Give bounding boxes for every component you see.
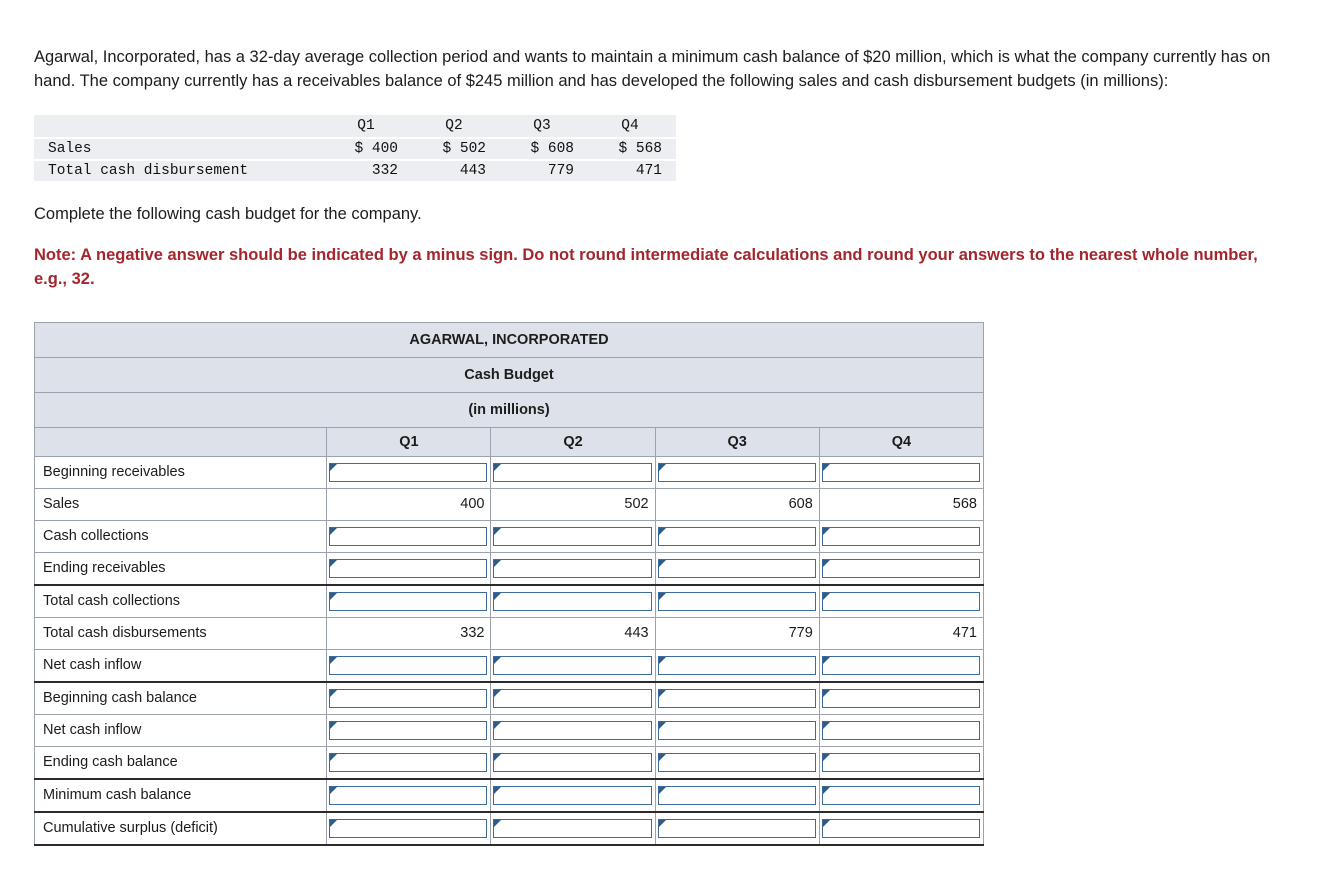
input-net-cash-inflow-2-q2[interactable]	[494, 722, 650, 739]
given-disb-q2: 443	[412, 161, 500, 181]
cell-ending-receivables-q2[interactable]	[491, 552, 655, 585]
input-beginning-receivables-q3[interactable]	[659, 464, 815, 481]
cell-ending-receivables-q4[interactable]	[819, 552, 983, 585]
cell-cash-collections-q2[interactable]	[491, 520, 655, 552]
instruction-text: Complete the following cash budget for the company.	[34, 205, 422, 224]
input-cash-collections-q4[interactable]	[823, 528, 979, 545]
given-header-q3: Q3	[500, 115, 588, 137]
given-sales-q4: $ 568	[588, 139, 676, 159]
value-sales-q2: 502	[624, 496, 649, 513]
input-wrapper[interactable]	[822, 721, 980, 740]
input-minimum-cash-balance-q3[interactable]	[659, 787, 815, 804]
input-wrapper[interactable]	[493, 753, 651, 772]
cell-sales-q2	[491, 488, 655, 520]
cell-net-cash-inflow-q1[interactable]	[327, 649, 491, 682]
value-sales-q3: 608	[788, 496, 813, 513]
row-label-net-cash-inflow: Net cash inflow	[35, 649, 327, 682]
budget-header-blank	[35, 427, 327, 456]
input-ending-receivables-q4[interactable]	[823, 560, 979, 577]
table-row	[35, 779, 984, 812]
input-ending-receivables-q3[interactable]	[659, 560, 815, 577]
input-wrapper[interactable]	[822, 527, 980, 546]
given-sales-q3: $ 608	[500, 139, 588, 159]
cell-total-cash-disbursements-q1	[327, 617, 491, 649]
given-row-label-disbursement: Total cash disbursement	[34, 161, 324, 181]
input-wrapper[interactable]	[822, 463, 980, 482]
cash-budget-table	[34, 322, 984, 846]
cell-net-cash-inflow-2-q1[interactable]	[327, 714, 491, 746]
input-wrapper[interactable]	[493, 819, 651, 838]
table-row	[35, 585, 984, 618]
input-net-cash-inflow-2-q1[interactable]	[330, 722, 486, 739]
input-ending-cash-balance-q1[interactable]	[330, 754, 486, 771]
input-wrapper[interactable]	[493, 527, 651, 546]
budget-header-q4: Q4	[819, 427, 983, 456]
given-header-q4: Q4	[588, 115, 676, 137]
row-label-beginning-cash-balance: Beginning cash balance	[35, 682, 327, 715]
table-row	[35, 812, 984, 845]
given-disb-q4: 471	[588, 161, 676, 181]
input-net-cash-inflow-2-q3[interactable]	[659, 722, 815, 739]
cell-net-cash-inflow-2-q4[interactable]	[819, 714, 983, 746]
input-wrapper[interactable]	[658, 689, 816, 708]
input-wrapper[interactable]	[822, 656, 980, 675]
given-header-blank	[34, 115, 324, 137]
cell-total-cash-collections-q4[interactable]	[819, 585, 983, 618]
cell-ending-receivables-q3[interactable]	[655, 552, 819, 585]
input-wrapper[interactable]	[329, 721, 487, 740]
cell-beginning-cash-balance-q1[interactable]	[327, 682, 491, 715]
table-row	[35, 649, 984, 682]
given-sales-q1: $ 400	[324, 139, 412, 159]
cell-beginning-receivables-q1[interactable]	[327, 456, 491, 488]
input-cumulative-surplus-q4[interactable]	[823, 820, 979, 837]
cell-cash-collections-q3[interactable]	[655, 520, 819, 552]
row-label-minimum-cash-balance: Minimum cash balance	[35, 779, 327, 812]
input-wrapper[interactable]	[822, 786, 980, 805]
cell-minimum-cash-balance-q2[interactable]	[491, 779, 655, 812]
cell-cumulative-surplus-q3[interactable]	[655, 812, 819, 845]
cell-ending-cash-balance-q3[interactable]	[655, 746, 819, 779]
table-row	[35, 714, 984, 746]
given-header-q2: Q2	[412, 115, 500, 137]
input-cumulative-surplus-q2[interactable]	[494, 820, 650, 837]
input-wrapper[interactable]	[493, 689, 651, 708]
input-wrapper[interactable]	[658, 527, 816, 546]
input-net-cash-inflow-2-q4[interactable]	[823, 722, 979, 739]
input-total-cash-collections-q1[interactable]	[330, 593, 486, 610]
input-cash-collections-q2[interactable]	[494, 528, 650, 545]
cell-total-cash-collections-q1[interactable]	[327, 585, 491, 618]
input-wrapper[interactable]	[329, 656, 487, 675]
cell-cash-collections-q1[interactable]	[327, 520, 491, 552]
input-ending-cash-balance-q2[interactable]	[494, 754, 650, 771]
budget-header-q1: Q1	[327, 427, 491, 456]
cell-minimum-cash-balance-q4[interactable]	[819, 779, 983, 812]
cell-minimum-cash-balance-q1[interactable]	[327, 779, 491, 812]
given-table-row	[34, 161, 676, 181]
given-table-header-row	[34, 115, 676, 137]
given-table-row	[34, 139, 676, 159]
cell-ending-receivables-q1[interactable]	[327, 552, 491, 585]
table-row	[35, 488, 984, 520]
input-wrapper[interactable]	[658, 786, 816, 805]
value-disbursements-q2: 443	[624, 625, 649, 642]
cell-sales-q4	[819, 488, 983, 520]
budget-company-title: AGARWAL, INCORPORATED	[35, 322, 984, 357]
input-wrapper[interactable]	[822, 559, 980, 578]
input-wrapper[interactable]	[493, 559, 651, 578]
input-minimum-cash-balance-q4[interactable]	[823, 787, 979, 804]
row-label-ending-receivables: Ending receivables	[35, 552, 327, 585]
cell-net-cash-inflow-2-q2[interactable]	[491, 714, 655, 746]
input-wrapper[interactable]	[329, 786, 487, 805]
row-label-beginning-receivables: Beginning receivables	[35, 456, 327, 488]
input-wrapper[interactable]	[493, 721, 651, 740]
cell-beginning-receivables-q3[interactable]	[655, 456, 819, 488]
input-wrapper[interactable]	[329, 753, 487, 772]
input-net-cash-inflow-q2[interactable]	[494, 657, 650, 674]
cell-total-cash-collections-q2[interactable]	[491, 585, 655, 618]
cell-net-cash-inflow-q2[interactable]	[491, 649, 655, 682]
input-wrapper[interactable]	[658, 656, 816, 675]
row-label-net-cash-inflow-2: Net cash inflow	[35, 714, 327, 746]
value-disbursements-q3: 779	[788, 625, 813, 642]
input-wrapper[interactable]	[658, 463, 816, 482]
table-row	[35, 456, 984, 488]
row-label-ending-cash-balance: Ending cash balance	[35, 746, 327, 779]
cell-beginning-cash-balance-q3[interactable]	[655, 682, 819, 715]
row-label-cumulative-surplus-deficit: Cumulative surplus (deficit)	[35, 812, 327, 845]
input-beginning-cash-balance-q2[interactable]	[494, 690, 650, 707]
budget-units: (in millions)	[35, 392, 984, 427]
input-wrapper[interactable]	[658, 721, 816, 740]
input-wrapper[interactable]	[493, 592, 651, 611]
table-row	[35, 746, 984, 779]
input-wrapper[interactable]	[329, 819, 487, 838]
cell-total-cash-disbursements-q3	[655, 617, 819, 649]
cell-beginning-cash-balance-q4[interactable]	[819, 682, 983, 715]
cell-cumulative-surplus-q2[interactable]	[491, 812, 655, 845]
input-wrapper[interactable]	[822, 753, 980, 772]
cell-sales-q3	[655, 488, 819, 520]
budget-subtitle: Cash Budget	[35, 357, 984, 392]
table-row	[35, 552, 984, 585]
input-ending-cash-balance-q4[interactable]	[823, 754, 979, 771]
row-label-total-cash-disbursements: Total cash disbursements	[35, 617, 327, 649]
budget-title-row-1	[35, 322, 984, 357]
input-beginning-receivables-q1[interactable]	[330, 464, 486, 481]
cell-minimum-cash-balance-q3[interactable]	[655, 779, 819, 812]
cell-beginning-cash-balance-q2[interactable]	[491, 682, 655, 715]
cell-total-cash-disbursements-q4	[819, 617, 983, 649]
input-ending-receivables-q2[interactable]	[494, 560, 650, 577]
given-disb-q1: 332	[324, 161, 412, 181]
input-beginning-receivables-q4[interactable]	[823, 464, 979, 481]
budget-title-row-2	[35, 357, 984, 392]
cell-beginning-receivables-q4[interactable]	[819, 456, 983, 488]
input-beginning-cash-balance-q3[interactable]	[659, 690, 815, 707]
input-wrapper[interactable]	[658, 753, 816, 772]
cell-cash-collections-q4[interactable]	[819, 520, 983, 552]
input-wrapper[interactable]	[329, 559, 487, 578]
given-disb-q3: 779	[500, 161, 588, 181]
value-disbursements-q4: 471	[952, 625, 977, 642]
input-ending-receivables-q1[interactable]	[330, 560, 486, 577]
cell-ending-cash-balance-q4[interactable]	[819, 746, 983, 779]
given-row-label-sales: Sales	[34, 139, 324, 159]
row-label-total-cash-collections: Total cash collections	[35, 585, 327, 618]
input-net-cash-inflow-q3[interactable]	[659, 657, 815, 674]
cell-beginning-receivables-q2[interactable]	[491, 456, 655, 488]
input-wrapper[interactable]	[329, 689, 487, 708]
cell-sales-q1	[327, 488, 491, 520]
input-total-cash-collections-q4[interactable]	[823, 593, 979, 610]
input-wrapper[interactable]	[658, 592, 816, 611]
input-total-cash-collections-q2[interactable]	[494, 593, 650, 610]
budget-header-q3: Q3	[655, 427, 819, 456]
input-wrapper[interactable]	[658, 559, 816, 578]
input-minimum-cash-balance-q1[interactable]	[330, 787, 486, 804]
input-wrapper[interactable]	[493, 656, 651, 675]
input-wrapper[interactable]	[493, 786, 651, 805]
given-data-table	[34, 115, 676, 181]
input-beginning-cash-balance-q4[interactable]	[823, 690, 979, 707]
input-minimum-cash-balance-q2[interactable]	[494, 787, 650, 804]
cash-budget-section	[34, 322, 1288, 846]
value-sales-q4: 568	[952, 496, 977, 513]
row-label-cash-collections: Cash collections	[35, 520, 327, 552]
cell-cumulative-surplus-q4[interactable]	[819, 812, 983, 845]
table-row	[35, 520, 984, 552]
cell-total-cash-disbursements-q2	[491, 617, 655, 649]
table-row	[35, 617, 984, 649]
input-cumulative-surplus-q1[interactable]	[330, 820, 486, 837]
input-wrapper[interactable]	[329, 527, 487, 546]
input-wrapper[interactable]	[329, 463, 487, 482]
input-total-cash-collections-q3[interactable]	[659, 593, 815, 610]
input-net-cash-inflow-q4[interactable]	[823, 657, 979, 674]
table-row	[35, 682, 984, 715]
input-wrapper[interactable]	[658, 819, 816, 838]
input-wrapper[interactable]	[329, 592, 487, 611]
problem-intro-text: Agarwal, Incorporated, has a 32-day average collection period and wants to maintain a minimum cash balance of $20 million, which is what the company currently has on hand. The company currently has a receivables balance of $245 million and has developed the following sales and cash disbursement budgets (in millions):	[34, 47, 1271, 90]
budget-header-row	[35, 427, 984, 456]
input-wrapper[interactable]	[822, 689, 980, 708]
input-ending-cash-balance-q3[interactable]	[659, 754, 815, 771]
input-cash-collections-q1[interactable]	[330, 528, 486, 545]
value-sales-q1: 400	[460, 496, 485, 513]
note-text: Note: A negative answer should be indicated by a minus sign. Do not round intermediate calculations and round your answers to the nearest whole number, e.g., 32.	[34, 245, 1258, 288]
input-beginning-cash-balance-q1[interactable]	[330, 690, 486, 707]
cell-net-cash-inflow-q4[interactable]	[819, 649, 983, 682]
input-cash-collections-q3[interactable]	[659, 528, 815, 545]
input-wrapper[interactable]	[493, 463, 651, 482]
input-net-cash-inflow-q1[interactable]	[330, 657, 486, 674]
budget-header-q2: Q2	[491, 427, 655, 456]
cell-ending-cash-balance-q2[interactable]	[491, 746, 655, 779]
input-wrapper[interactable]	[822, 819, 980, 838]
value-disbursements-q1: 332	[460, 625, 485, 642]
cell-ending-cash-balance-q1[interactable]	[327, 746, 491, 779]
cell-net-cash-inflow-2-q3[interactable]	[655, 714, 819, 746]
cell-net-cash-inflow-q3[interactable]	[655, 649, 819, 682]
input-wrapper[interactable]	[822, 592, 980, 611]
given-header-q1: Q1	[324, 115, 412, 137]
input-beginning-receivables-q2[interactable]	[494, 464, 650, 481]
row-label-sales: Sales	[35, 488, 327, 520]
cell-total-cash-collections-q3[interactable]	[655, 585, 819, 618]
given-sales-q2: $ 502	[412, 139, 500, 159]
input-cumulative-surplus-q3[interactable]	[659, 820, 815, 837]
budget-title-row-3	[35, 392, 984, 427]
cell-cumulative-surplus-q1[interactable]	[327, 812, 491, 845]
